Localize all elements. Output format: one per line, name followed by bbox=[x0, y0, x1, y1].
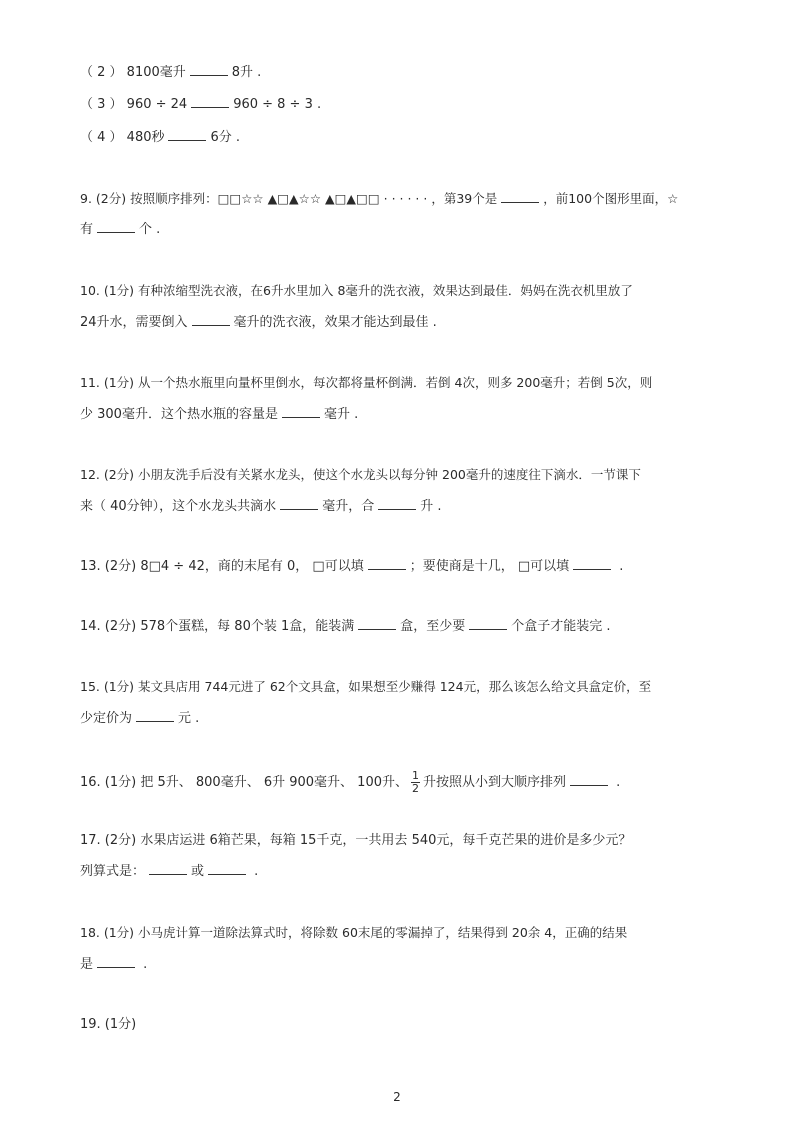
answer-blank[interactable] bbox=[190, 63, 228, 76]
fraction-denominator: 2 bbox=[412, 782, 419, 795]
q10-text: 10. (1分) 有种浓缩型洗衣液，在6升水里加入 8毫升的洗衣液，效果达到最佳．妈妈在洗衣机里放了 bbox=[80, 283, 633, 298]
q9-line2 bbox=[80, 220, 160, 240]
q8-sub4 bbox=[80, 128, 240, 148]
answer-blank[interactable] bbox=[469, 617, 507, 630]
q17-line1 bbox=[80, 831, 631, 851]
q10-line1 bbox=[80, 281, 633, 301]
answer-blank[interactable] bbox=[136, 709, 174, 722]
page-number: 2 bbox=[393, 1090, 401, 1104]
q8-sub2 bbox=[80, 63, 261, 83]
q17-text-2: 列算式是： bbox=[80, 864, 146, 879]
q14-text-2: 盒，至少要 bbox=[400, 619, 466, 634]
answer-blank[interactable] bbox=[168, 128, 206, 141]
q11-text-2: 少 300毫升．这个热水瓶的容量是 bbox=[80, 407, 278, 422]
q8-sub4-text: （ 4 ） 480秒 bbox=[80, 130, 165, 145]
q19-text: 19. (1分) bbox=[80, 1017, 137, 1032]
q12-text-2: 来（ 40分钟），这个水龙头共滴水 bbox=[80, 499, 277, 514]
q18-line1 bbox=[80, 923, 627, 943]
q8-sub3 bbox=[80, 95, 321, 115]
q12-line2 bbox=[80, 497, 441, 517]
answer-blank[interactable] bbox=[208, 862, 246, 875]
answer-blank[interactable] bbox=[191, 95, 229, 108]
answer-blank[interactable] bbox=[280, 497, 318, 510]
q12-text-4: 升 . bbox=[420, 499, 442, 514]
q16-text-2: 升按照从小到大顺序排列 bbox=[423, 775, 567, 790]
q8-sub3-tail: 960 ÷ 8 ÷ 3 . bbox=[233, 97, 322, 112]
q12-text-3: 毫升，合 bbox=[322, 499, 375, 514]
q8-sub2-tail: 8升 . bbox=[231, 65, 262, 80]
fraction bbox=[411, 770, 420, 795]
q9-text-3: 有 bbox=[80, 222, 94, 237]
q12-text: 12. (2分) 小朋友洗手后没有关紧水龙头，使这个水龙头以每分钟 200毫升的速度往下滴水．一节课下 bbox=[80, 467, 641, 482]
answer-blank[interactable] bbox=[358, 617, 396, 630]
q14-text-3: 个盒子才能装完 . bbox=[511, 619, 611, 634]
q14-text: 14. (2分) 578个蛋糕，每 80个装 1盒，能装满 bbox=[80, 619, 355, 634]
q17-text-4: . bbox=[250, 864, 259, 879]
answer-blank[interactable] bbox=[282, 405, 320, 418]
q10-line2 bbox=[80, 313, 437, 333]
q13-text-2: ；要使商是十几， □可以填 bbox=[409, 559, 570, 574]
answer-blank[interactable] bbox=[192, 313, 230, 326]
q18-text: 18. (1分) 小马虎计算一道除法算式时，将除数 60末尾的零漏掉了，结果得到 20余 4，正确的结果 bbox=[80, 925, 628, 940]
q13-text: 13. (2分) 8□4 ÷ 42，商的末尾有 0， □可以填 bbox=[80, 559, 364, 574]
q9-line1 bbox=[80, 189, 678, 209]
q15-text-3: 元 . bbox=[178, 711, 200, 726]
q15-text: 15. (1分) 某文具店用 744元进了 62个文具盒，如果想至少赚得 124元，那么该怎么给文具盒定价，至 bbox=[80, 679, 652, 694]
q9-text-2: ，前100个图形里面，☆ bbox=[543, 191, 679, 206]
q9-text: 9. (2分) 按照顺序排列：□□☆☆ ▲□▲☆☆ ▲□▲□□ · · · · · · ，第39个是 bbox=[80, 191, 498, 206]
answer-blank[interactable] bbox=[501, 190, 539, 203]
q9-text-4: 个 . bbox=[139, 222, 161, 237]
q15-line1 bbox=[80, 677, 651, 697]
q8-sub4-tail: 6分 . bbox=[210, 130, 241, 145]
q11-line2 bbox=[80, 405, 358, 425]
answer-blank[interactable] bbox=[97, 955, 135, 968]
q11-line1 bbox=[80, 373, 652, 393]
q14-line1 bbox=[80, 617, 611, 637]
fraction-numerator: 1 bbox=[412, 769, 419, 782]
q17-text-3: 或 bbox=[191, 864, 205, 879]
q17-line2 bbox=[80, 862, 258, 882]
q13-line1 bbox=[80, 557, 623, 577]
q10-text-2: 24升水，需要倒入 bbox=[80, 315, 188, 330]
q18-text-2: 是 bbox=[80, 957, 94, 972]
q16-text: 16. (1分) 把 5升、 800毫升、 6升 900毫升、 100升、 bbox=[80, 775, 408, 790]
answer-blank[interactable] bbox=[149, 862, 187, 875]
q19-line1 bbox=[80, 1015, 136, 1035]
q10-text-3: 毫升的洗衣液，效果才能达到最佳 . bbox=[233, 315, 437, 330]
answer-blank[interactable] bbox=[378, 497, 416, 510]
q15-text-2: 少定价为 bbox=[80, 711, 133, 726]
q11-text-3: 毫升 . bbox=[323, 407, 359, 422]
answer-blank[interactable] bbox=[368, 557, 406, 570]
q12-line1 bbox=[80, 465, 641, 485]
q16-text-3: . bbox=[612, 775, 621, 790]
q8-sub3-text: （ 3 ） 960 ÷ 24 bbox=[80, 97, 188, 112]
q15-line2 bbox=[80, 709, 199, 729]
q17-text: 17. (2分) 水果店运进 6箱芒果，每箱 15千克，一共用去 540元，每千克芒果的进价是多少元？ bbox=[80, 833, 632, 848]
q18-line2 bbox=[80, 955, 147, 975]
q8-sub2-text: （ 2 ） 8100毫升 bbox=[80, 65, 186, 80]
answer-blank[interactable] bbox=[570, 773, 608, 786]
answer-blank[interactable] bbox=[97, 220, 135, 233]
q11-text: 11. (1分) 从一个热水瓶里向量杯里倒水，每次都将量杯倒满．若倒 4次，则多 200毫升；若倒 5次，则 bbox=[80, 375, 653, 390]
answer-blank[interactable] bbox=[573, 557, 611, 570]
q18-text-3: . bbox=[139, 957, 148, 972]
q16-line1 bbox=[80, 770, 620, 795]
q13-text-3: . bbox=[615, 559, 624, 574]
